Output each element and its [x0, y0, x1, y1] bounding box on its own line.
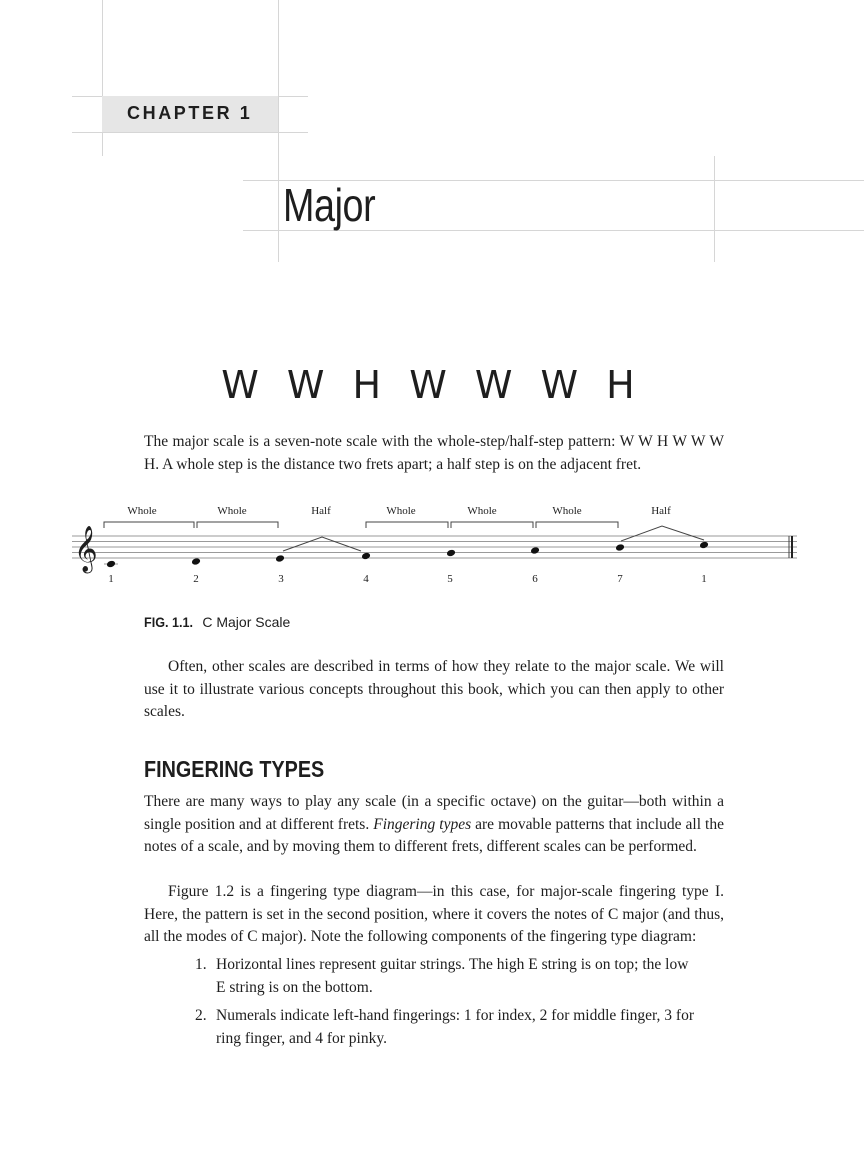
list-text: Horizontal lines represent guitar strings. The high E string is on top; the low E string is on the bottom. — [216, 956, 689, 996]
svg-text:1: 1 — [108, 573, 114, 585]
interval-label: Whole — [552, 505, 582, 517]
svg-text:7: 7 — [617, 573, 623, 585]
interval-label: Whole — [217, 505, 247, 517]
emphasized-term: Fingering types — [373, 815, 472, 833]
svg-text:5: 5 — [447, 573, 453, 585]
svg-text:1: 1 — [701, 573, 707, 585]
figure-caption-text: C Major Scale — [198, 614, 291, 630]
interval-label: Half — [311, 505, 331, 517]
step-pattern-heading: W W H W W W H — [221, 363, 643, 407]
svg-text:6: 6 — [532, 573, 538, 585]
chapter-title: Major — [283, 179, 376, 231]
guide-line — [72, 132, 308, 133]
list-text: Numerals indicate left-hand fingerings: 1 for index, 2 for middle finger, 3 for ring finger, and 4 for pinky. — [216, 1007, 695, 1047]
guide-line — [714, 156, 715, 262]
interval-label: Whole — [467, 505, 497, 517]
c-major-scale-figure — [0, 495, 864, 595]
list-number: 2. — [195, 1007, 207, 1024]
text-run: are movable patterns that include all the notes of a scale, and by moving them to different frets, different scales can be performed. — [144, 815, 724, 855]
interval-label: Half — [651, 505, 671, 517]
interval-labels — [127, 505, 671, 517]
figure-caption-label: FIG. 1.1. — [144, 614, 194, 630]
intro-paragraph: The major scale is a seven-note scale with the whole-step/half-step pattern: W W H W W W H. A whole step is the distance two frets apart; a half step is on the adjacent fret. — [144, 433, 724, 473]
scale-degrees — [108, 573, 707, 585]
list-item — [195, 954, 695, 999]
svg-text:2: 2 — [193, 573, 199, 585]
staff — [72, 536, 797, 558]
svg-text:4: 4 — [363, 573, 369, 585]
paragraph-scales-relation: Often, other scales are described in terms of how they relate to the major scale. We will use it to illustrate various concepts throughout this book, which you can then apply to other scales. — [144, 658, 724, 720]
treble-clef-icon: 𝄞 — [74, 526, 98, 572]
list-number: 1. — [195, 956, 207, 973]
text-run: There are many ways to play any scale (in a specific octave) on the guitar—both within a single position and at different frets. — [144, 793, 724, 833]
svg-text:3: 3 — [278, 573, 284, 585]
interval-label: Whole — [127, 505, 157, 517]
paragraph-fingering-types — [144, 791, 724, 859]
components-list — [195, 954, 695, 1056]
paragraph-figure-1-2: Figure 1.2 is a fingering type diagram—in this case, for major-scale fingering type I. Here, the pattern is set in the second position, where it covers the notes of C major (and thus, all the modes of C major). Note the following components of the fingering type diagram: — [144, 883, 724, 945]
list-item — [195, 1005, 695, 1050]
interval-label: Whole — [386, 505, 416, 517]
chapter-label: CHAPTER 1 — [127, 103, 253, 123]
notes — [104, 541, 709, 569]
section-heading: FINGERING TYPES — [144, 756, 325, 782]
guide-line — [278, 0, 279, 262]
figure-caption — [144, 614, 290, 630]
